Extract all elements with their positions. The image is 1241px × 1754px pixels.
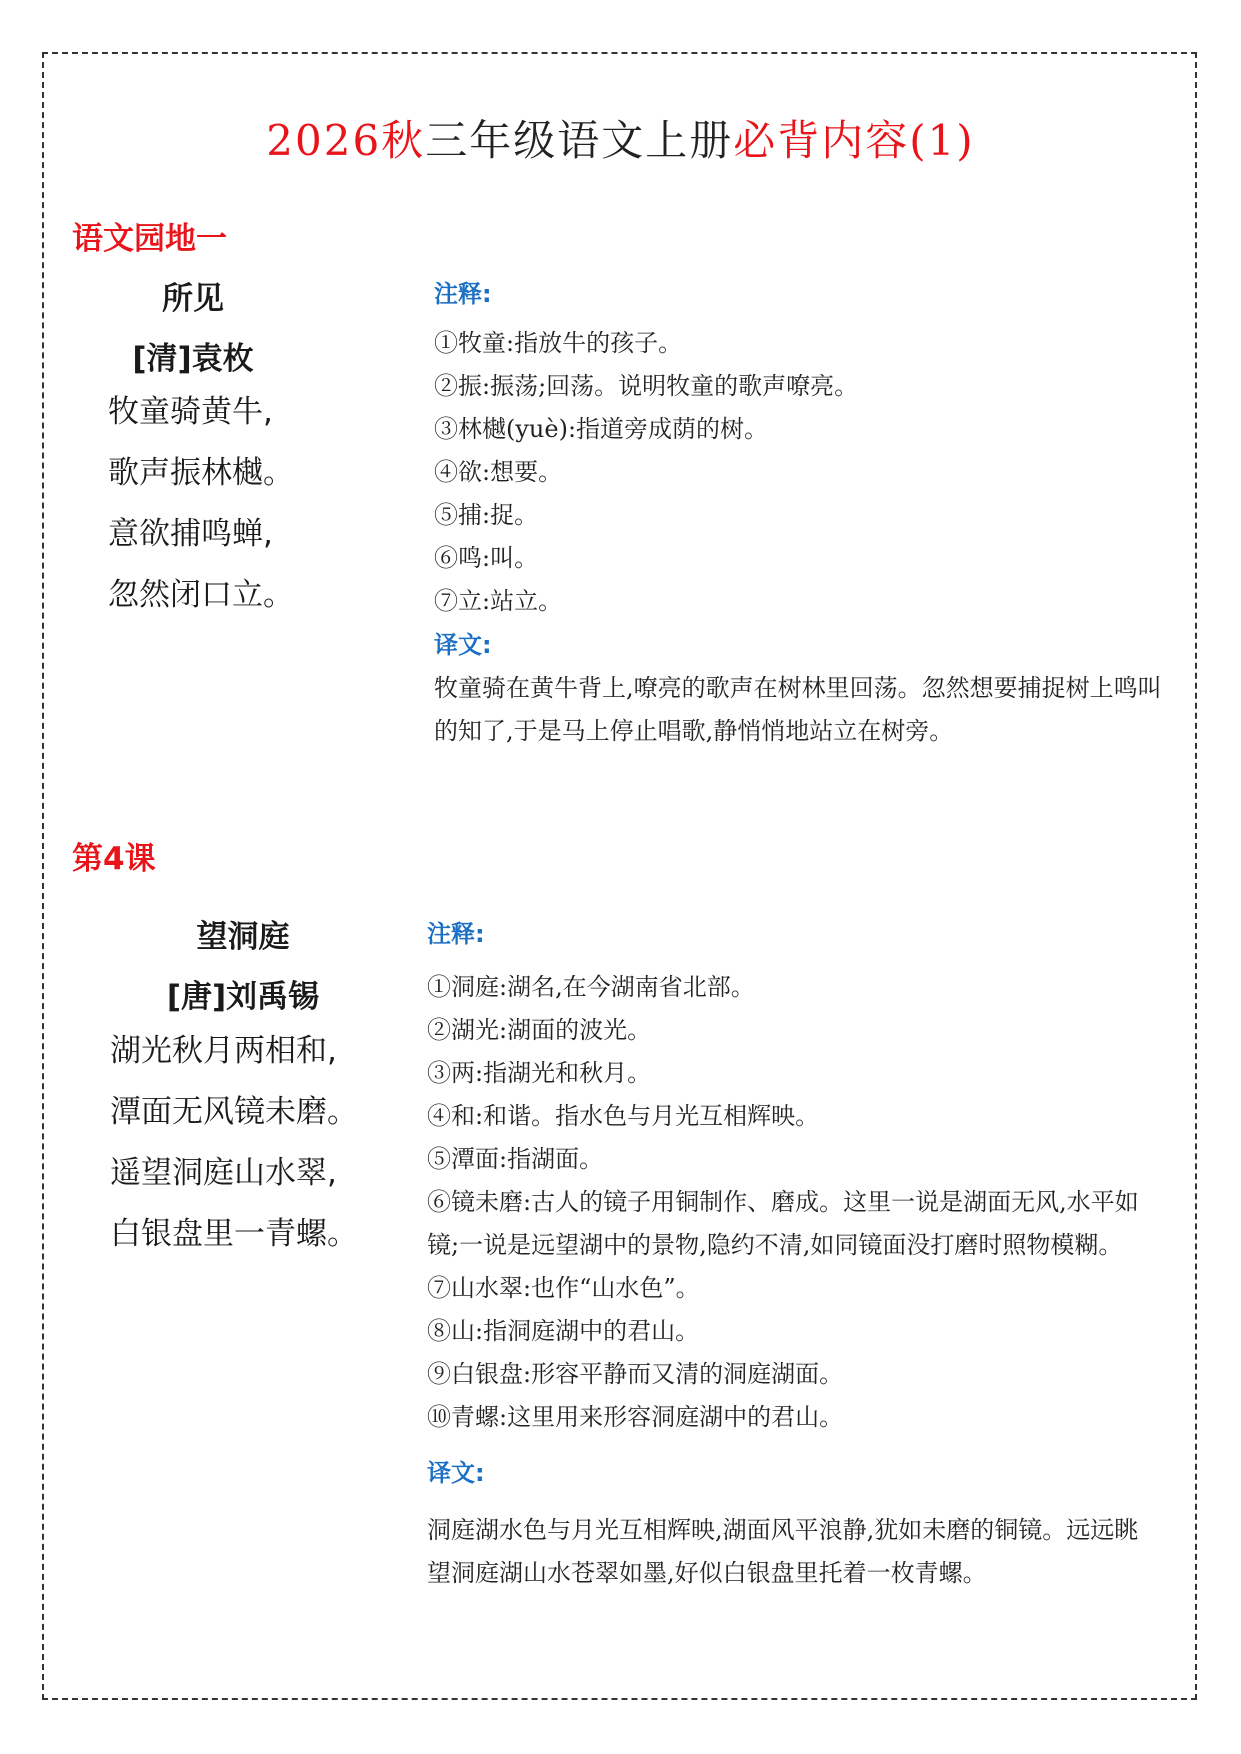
- note-item: ⑤潭面:指湖面。: [427, 1145, 604, 1173]
- notes-block-2: [427, 912, 1155, 1595]
- note-item: ⑧山:指洞庭湖中的君山。: [427, 1317, 700, 1345]
- note-item: ⑥镜未磨:古人的镜子用铜制作、磨成。这里一说是湖面无风,水平如镜;一说是远望湖中的景物,隐约不清,如同镜面没打磨时照物模糊。: [427, 1188, 1139, 1259]
- translation-label: 译文:: [434, 631, 492, 659]
- note-item: ⑦山水翠:也作“山水色”。: [427, 1274, 700, 1302]
- poem-body: [110, 1021, 368, 1265]
- note-item: ⑩青螺:这里用来形容洞庭湖中的君山。: [427, 1403, 844, 1431]
- title-subject: 三年级语文上册: [425, 116, 734, 165]
- section-heading-2: 第4课: [72, 841, 156, 877]
- note-item: ②湖光:湖面的波光。: [427, 1016, 652, 1044]
- note-item: ④欲:想要。: [434, 458, 563, 486]
- title-year: 2026秋: [266, 116, 426, 165]
- poem-line: 牧童骑黄牛,: [108, 394, 273, 430]
- translation-text: 洞庭湖水色与月光互相辉映,湖面风平浪静,犹如未磨的铜镜。远远眺望洞庭湖山水苍翠如墨,好似白银盘里托着一枚青螺。: [427, 1516, 1139, 1587]
- note-item: ②振:振荡;回荡。说明牧童的歌声嘹亮。: [434, 372, 859, 400]
- note-item: ⑨白银盘:形容平静而又清的洞庭湖面。: [427, 1360, 844, 1388]
- note-item: ⑦立:站立。: [434, 587, 563, 615]
- note-item: ③两:指湖光和秋月。: [427, 1059, 652, 1087]
- poem-line: 湖光秋月两相和,: [110, 1033, 337, 1069]
- note-item: ⑤捕:捉。: [434, 501, 539, 529]
- notes-label: 注释:: [427, 920, 485, 948]
- notes-block-1: [434, 272, 1169, 753]
- poem-line: 遥望洞庭山水翠,: [110, 1155, 337, 1191]
- page-title: [0, 108, 1241, 168]
- note-item: ①牧童:指放牛的孩子。: [434, 329, 683, 357]
- poem-title: 望洞庭: [196, 919, 290, 955]
- poem-author: [清]袁枚: [132, 341, 254, 377]
- note-item: ①洞庭:湖名,在今湖南省北部。: [427, 973, 755, 1001]
- translation-text: 牧童骑在黄牛背上,嘹亮的歌声在树林里回荡。忽然想要捕捉树上鸣叫的知了,于是马上停止唱歌,静悄悄地站立在树旁。: [434, 674, 1162, 745]
- note-item: ③林樾(yuè):指道旁成荫的树。: [434, 415, 769, 443]
- title-topic: 必背内容(1): [733, 116, 975, 165]
- poem-line: 意欲捕鸣蝉,: [108, 516, 273, 552]
- poem-title: 所见: [162, 281, 224, 317]
- poem-suojian: [68, 276, 318, 626]
- poem-line: 忽然闭口立。: [108, 577, 294, 613]
- notes-label: 注释:: [434, 280, 492, 308]
- poem-line: 白银盘里一青螺。: [110, 1216, 358, 1252]
- note-item: ④和:和谐。指水色与月光互相辉映。: [427, 1102, 820, 1130]
- section-heading-1: 语文园地一: [72, 221, 227, 257]
- note-item: ⑥鸣:叫。: [434, 544, 539, 572]
- poem-author: [唐]刘禹锡: [166, 979, 320, 1015]
- poem-line: 歌声振林樾。: [108, 455, 294, 491]
- translation-label: 译文:: [427, 1459, 485, 1487]
- poem-body: [108, 382, 318, 626]
- poem-line: 潭面无风镜未磨。: [110, 1094, 358, 1130]
- poem-wangdongting: [110, 913, 368, 1265]
